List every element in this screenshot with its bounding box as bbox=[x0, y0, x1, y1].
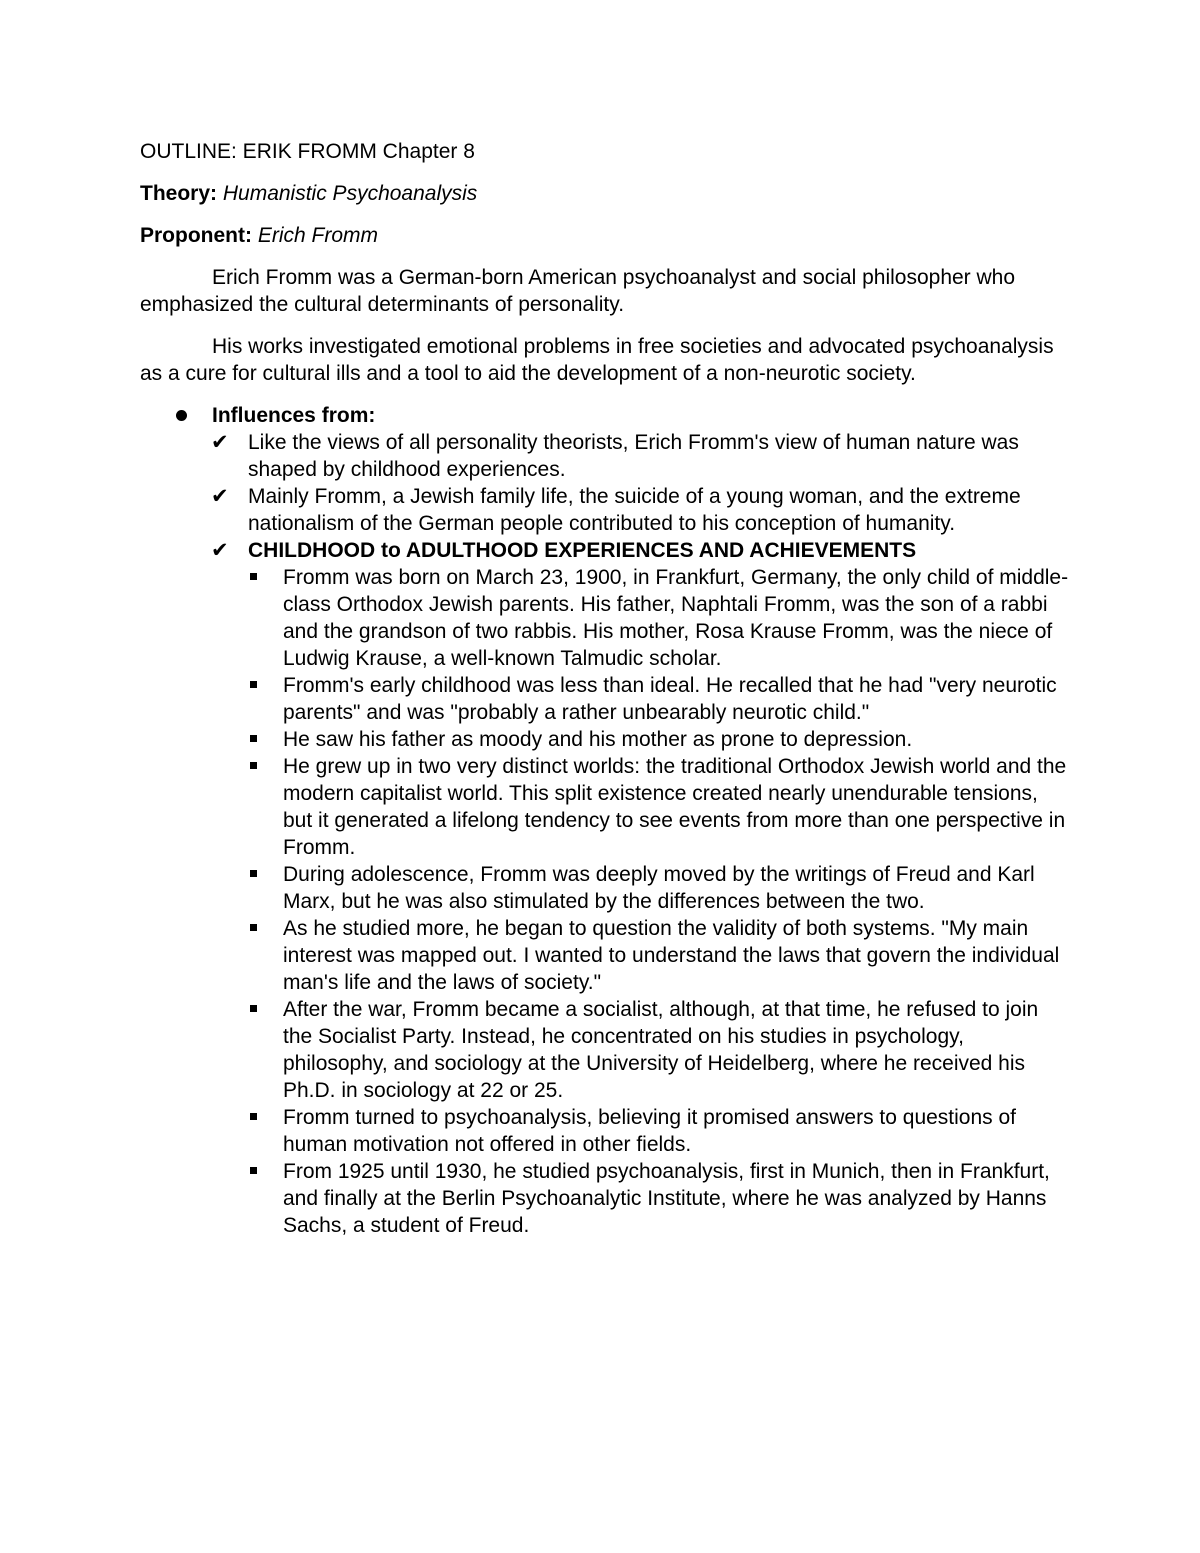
document-title: OUTLINE: ERIK FROMM Chapter 8 bbox=[140, 140, 475, 163]
experience-text: He saw his father as moody and his mother as prone to depression. bbox=[283, 728, 913, 751]
influences-label: Influences from: bbox=[212, 404, 376, 427]
experience-text: He grew up in two very distinct worlds: the traditional Orthodox Jewish world and the modern capitalist world. This split existence created nearly unendurable tensions, but it generated a lifelong tendency to see events from more than one perspective in Fromm. bbox=[283, 755, 1067, 859]
square-bullet-icon bbox=[250, 573, 257, 580]
square-bullet-icon bbox=[250, 1005, 257, 1012]
experience-text: During adolescence, Fromm was deeply moved by the writings of Freud and Karl Marx, but he was also stimulated by the differences between the two. bbox=[283, 863, 1035, 913]
square-bullet-icon bbox=[250, 762, 257, 769]
list-item bbox=[248, 753, 1070, 861]
square-bullet-icon bbox=[250, 870, 257, 877]
influence-points-list bbox=[212, 429, 1070, 1239]
list-item bbox=[248, 1158, 1070, 1239]
influences-list bbox=[140, 402, 1070, 1239]
proponent-label: Proponent: bbox=[140, 224, 252, 247]
experience-text: As he studied more, he began to question the validity of both systems. "My main interest was mapped out. I wanted to understand the laws that govern the individual man's life and the laws of society." bbox=[283, 917, 1060, 994]
influences-item bbox=[140, 402, 1070, 1239]
experience-text: After the war, Fromm became a socialist, although, at that time, he refused to join the Socialist Party. Instead, he concentrated on his studies in psychology, philosophy, and sociology at the University of Heidelberg, where he received his Ph.D. in sociology at 22 or 25. bbox=[283, 998, 1039, 1102]
list-item bbox=[212, 429, 1070, 483]
experience-text: Fromm's early childhood was less than ideal. He recalled that he had "very neurotic parents" and was "probably a rather unbearably neurotic child." bbox=[283, 674, 1057, 724]
list-item bbox=[248, 996, 1070, 1104]
check-mark-icon: ✔ bbox=[211, 484, 229, 508]
theory-line bbox=[140, 180, 1070, 207]
document-body bbox=[140, 138, 1070, 1239]
proponent-value: Erich Fromm bbox=[257, 224, 378, 247]
theory-label: Theory: bbox=[140, 182, 218, 205]
list-item bbox=[212, 537, 1070, 1239]
list-item bbox=[248, 672, 1070, 726]
list-item bbox=[248, 1104, 1070, 1158]
square-bullet-icon bbox=[250, 1113, 257, 1120]
list-item bbox=[212, 483, 1070, 537]
influence-point-text: Like the views of all personality theorists, Erich Fromm's view of human nature was shaped by childhood experiences. bbox=[248, 431, 1019, 481]
intro-paragraph: Erich Fromm was a German-born American psychoanalyst and social philosopher who emphasized the cultural determinants of personality. bbox=[140, 266, 1016, 316]
square-bullet-icon bbox=[250, 924, 257, 931]
square-bullet-icon bbox=[250, 681, 257, 688]
section-heading: CHILDHOOD to ADULTHOOD EXPERIENCES AND ACHIEVEMENTS bbox=[248, 539, 917, 562]
experience-text: Fromm was born on March 23, 1900, in Frankfurt, Germany, the only child of middle-class Orthodox Jewish parents. His father, Naphtali Fromm, was the son of a rabbi and the grandson of two rabbis. His mother, Rosa Krause Fromm, was the niece of Ludwig Krause, a well-known Talmudic scholar. bbox=[283, 566, 1069, 670]
proponent-line bbox=[140, 222, 1070, 249]
experiences-list bbox=[248, 564, 1070, 1239]
influence-point-text: Mainly Fromm, a Jewish family life, the suicide of a young woman, and the extreme nationalism of the German people contributed to his conception of humanity. bbox=[248, 485, 1021, 535]
experience-text: Fromm turned to psychoanalysis, believing it promised answers to questions of human motivation not offered in other fields. bbox=[283, 1106, 1017, 1156]
experience-text: From 1925 until 1930, he studied psychoanalysis, first in Munich, then in Frankfurt, and finally at the Berlin Psychoanalytic Institute, where he was analyzed by Hanns Sachs, a student of Freud. bbox=[283, 1160, 1050, 1237]
theory-value: Humanistic Psychoanalysis bbox=[222, 182, 478, 205]
bullet-dot-icon bbox=[176, 410, 187, 421]
square-bullet-icon bbox=[250, 735, 257, 742]
check-mark-icon: ✔ bbox=[211, 538, 229, 562]
check-mark-icon: ✔ bbox=[211, 430, 229, 454]
list-item bbox=[248, 861, 1070, 915]
list-item bbox=[248, 915, 1070, 996]
list-item bbox=[248, 564, 1070, 672]
works-paragraph: His works investigated emotional problems in free societies and advocated psychoanalysis as a cure for cultural ills and a tool to aid the development of a non-neurotic society. bbox=[140, 335, 1054, 385]
list-item bbox=[248, 726, 1070, 753]
square-bullet-icon bbox=[250, 1167, 257, 1174]
